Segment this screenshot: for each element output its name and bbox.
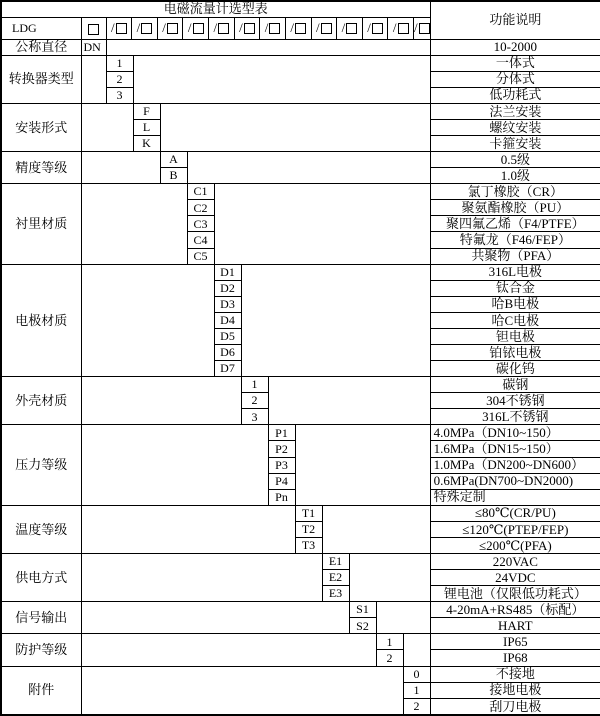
desc-cell: 氯丁橡胶（CR） bbox=[430, 184, 600, 200]
code-cell: A bbox=[160, 152, 187, 168]
desc-cell: 哈B电极 bbox=[430, 296, 600, 312]
desc-cell: 法兰安装 bbox=[430, 103, 600, 119]
checkbox-square-icon bbox=[193, 23, 204, 34]
code-cell: D2 bbox=[214, 280, 241, 296]
empty-cell bbox=[241, 264, 430, 377]
table-row bbox=[1, 184, 600, 200]
code-cell: D4 bbox=[214, 312, 241, 328]
empty-cell bbox=[81, 264, 214, 377]
empty-cell bbox=[187, 152, 430, 184]
table-row bbox=[1, 634, 600, 650]
desc-cell: 碳钢 bbox=[430, 377, 600, 393]
checkbox-square-icon bbox=[244, 23, 255, 34]
code-cell: 1 bbox=[241, 377, 268, 393]
code-cell: K bbox=[133, 135, 160, 151]
code-cell: 1 bbox=[106, 55, 133, 71]
model-slash-box: / bbox=[235, 18, 261, 39]
desc-cell: 0.6MPa(DN700~DN2000) bbox=[430, 473, 600, 489]
table-row bbox=[1, 39, 600, 55]
desc-cell: 24VDC bbox=[430, 570, 600, 586]
code-cell: B bbox=[160, 168, 187, 184]
checkbox-square-icon bbox=[167, 23, 178, 34]
empty-cell bbox=[295, 425, 430, 505]
table-row bbox=[1, 425, 600, 441]
checkbox-square-icon bbox=[372, 23, 383, 34]
model-slash-box: / bbox=[312, 18, 338, 39]
empty-cell bbox=[81, 152, 160, 184]
empty-cell bbox=[403, 634, 430, 666]
table-row bbox=[1, 602, 600, 618]
code-cell: S2 bbox=[349, 618, 376, 634]
model-slash-box: / bbox=[286, 18, 312, 39]
code-cell: DN bbox=[81, 39, 106, 55]
model-slash-box: / bbox=[132, 18, 158, 39]
desc-cell: 卡箍安装 bbox=[430, 135, 600, 151]
code-cell: Pn bbox=[268, 489, 295, 505]
model-slash-box: / bbox=[388, 18, 414, 39]
code-cell: E1 bbox=[322, 554, 349, 570]
table-row bbox=[1, 377, 600, 393]
checkbox-square-icon bbox=[419, 23, 430, 34]
checkbox-square-icon bbox=[295, 23, 306, 34]
desc-cell: 4.0MPa（DN10~150） bbox=[430, 425, 600, 441]
empty-cell bbox=[133, 55, 430, 103]
desc-cell: ≤200℃(PFA) bbox=[430, 537, 600, 553]
code-cell: C3 bbox=[187, 216, 214, 232]
checkbox-square-icon bbox=[88, 24, 99, 35]
model-slash-box: / bbox=[363, 18, 389, 39]
desc-cell: HART bbox=[430, 618, 600, 634]
table-row bbox=[1, 264, 600, 280]
desc-cell: 10-2000 bbox=[430, 39, 600, 55]
code-cell: P2 bbox=[268, 441, 295, 457]
empty-cell bbox=[268, 377, 430, 425]
category-label: 精度等级 bbox=[1, 152, 81, 184]
code-cell: D6 bbox=[214, 344, 241, 360]
desc-cell: IP65 bbox=[430, 634, 600, 650]
category-label: 附件 bbox=[1, 666, 81, 715]
code-cell: C5 bbox=[187, 248, 214, 264]
code-cell: C2 bbox=[187, 200, 214, 216]
table-row bbox=[1, 103, 600, 119]
model-slash-box: / bbox=[107, 18, 133, 39]
empty-cell bbox=[81, 377, 241, 425]
desc-cell: 4-20mA+RS485（标配） bbox=[430, 602, 600, 618]
desc-cell: 分体式 bbox=[430, 71, 600, 87]
code-cell: P1 bbox=[268, 425, 295, 441]
desc-cell: 锂电池（仅限低功耗式） bbox=[430, 586, 600, 602]
model-first-box bbox=[81, 17, 106, 39]
desc-cell: 螺纹安装 bbox=[430, 119, 600, 135]
checkbox-square-icon bbox=[218, 23, 229, 34]
checkbox-square-icon bbox=[346, 23, 357, 34]
code-cell: P4 bbox=[268, 473, 295, 489]
desc-cell: 铂铱电极 bbox=[430, 344, 600, 360]
desc-cell: ≤80℃(CR/PU) bbox=[430, 505, 600, 521]
checkbox-square-icon bbox=[398, 23, 409, 34]
empty-cell bbox=[81, 554, 322, 602]
model-slash-box: / bbox=[260, 18, 286, 39]
model-slash-boxes bbox=[107, 18, 430, 39]
checkbox-square-icon bbox=[141, 23, 152, 34]
function-column-header: 功能说明 bbox=[430, 1, 600, 39]
empty-cell bbox=[160, 103, 430, 151]
empty-cell bbox=[81, 634, 376, 666]
desc-cell: 钽电极 bbox=[430, 328, 600, 344]
empty-cell bbox=[81, 666, 403, 715]
code-cell: S1 bbox=[349, 602, 376, 618]
desc-cell: 聚氨酯橡胶（PU） bbox=[430, 200, 600, 216]
empty-cell bbox=[81, 505, 295, 553]
title-row bbox=[1, 1, 600, 17]
code-cell: T2 bbox=[295, 521, 322, 537]
code-cell: T1 bbox=[295, 505, 322, 521]
code-cell: C1 bbox=[187, 184, 214, 200]
table-row bbox=[1, 152, 600, 168]
empty-cell bbox=[349, 554, 430, 602]
desc-cell: 钛合金 bbox=[430, 280, 600, 296]
empty-cell bbox=[106, 39, 430, 55]
code-cell: C4 bbox=[187, 232, 214, 248]
empty-cell bbox=[81, 184, 187, 264]
desc-cell: 不接地 bbox=[430, 666, 600, 682]
code-cell: 1 bbox=[376, 634, 403, 650]
category-label: 压力等级 bbox=[1, 425, 81, 505]
table-row bbox=[1, 666, 600, 682]
desc-cell: ≤120℃(PTEP/FEP) bbox=[430, 521, 600, 537]
desc-cell: 220VAC bbox=[430, 554, 600, 570]
desc-cell: 聚四氟乙烯（F4/PTFE） bbox=[430, 216, 600, 232]
model-slash-box: / bbox=[209, 18, 235, 39]
code-cell: 2 bbox=[403, 698, 430, 715]
desc-cell: 特氟龙（F46/FEP） bbox=[430, 232, 600, 248]
desc-cell: 低功耗式 bbox=[430, 87, 600, 103]
model-prefix: LDG bbox=[1, 17, 81, 39]
category-label: 防护等级 bbox=[1, 634, 81, 666]
desc-cell: 刮刀电极 bbox=[430, 698, 600, 715]
desc-cell: 1.6MPa（DN15~150） bbox=[430, 441, 600, 457]
table-row bbox=[1, 55, 600, 71]
desc-cell: 一体式 bbox=[430, 55, 600, 71]
code-cell: D5 bbox=[214, 328, 241, 344]
desc-cell: 1.0级 bbox=[430, 168, 600, 184]
desc-cell: 碳化钨 bbox=[430, 361, 600, 377]
code-cell: P3 bbox=[268, 457, 295, 473]
category-label: 转换器类型 bbox=[1, 55, 81, 103]
checkbox-square-icon bbox=[269, 23, 280, 34]
empty-cell bbox=[214, 184, 430, 264]
page-title: 电磁流量计选型表 bbox=[1, 1, 430, 17]
category-label: 供电方式 bbox=[1, 554, 81, 602]
model-slash-box: / bbox=[414, 18, 430, 39]
code-cell: T3 bbox=[295, 537, 322, 553]
category-label: 温度等级 bbox=[1, 505, 81, 553]
code-cell: 0 bbox=[403, 666, 430, 682]
code-cell: 2 bbox=[241, 393, 268, 409]
category-label: 公称直径 bbox=[1, 39, 81, 55]
code-cell: 2 bbox=[106, 71, 133, 87]
desc-cell: 1.0MPa（DN200~DN600） bbox=[430, 457, 600, 473]
desc-cell: 接地电极 bbox=[430, 682, 600, 698]
category-label: 外壳材质 bbox=[1, 377, 81, 425]
category-label: 安装形式 bbox=[1, 103, 81, 151]
category-label: 信号输出 bbox=[1, 602, 81, 634]
desc-cell: 0.5级 bbox=[430, 152, 600, 168]
model-slash-box: / bbox=[183, 18, 209, 39]
model-slash-box: / bbox=[158, 18, 184, 39]
empty-cell bbox=[81, 425, 268, 505]
desc-cell: 316L电极 bbox=[430, 264, 600, 280]
code-cell: 1 bbox=[403, 682, 430, 698]
desc-cell: 316L不锈钢 bbox=[430, 409, 600, 425]
code-cell: D3 bbox=[214, 296, 241, 312]
desc-cell: 哈C电极 bbox=[430, 312, 600, 328]
empty-cell bbox=[376, 602, 430, 634]
code-cell: L bbox=[133, 119, 160, 135]
empty-cell bbox=[322, 505, 430, 553]
model-slash-boxes-cell bbox=[106, 17, 430, 39]
code-cell: 2 bbox=[376, 650, 403, 666]
code-cell: E2 bbox=[322, 570, 349, 586]
table-row bbox=[1, 505, 600, 521]
desc-cell: IP68 bbox=[430, 650, 600, 666]
checkbox-square-icon bbox=[116, 23, 127, 34]
category-label: 衬里材质 bbox=[1, 184, 81, 264]
code-cell: F bbox=[133, 103, 160, 119]
category-label: 电极材质 bbox=[1, 264, 81, 377]
checkbox-square-icon bbox=[321, 23, 332, 34]
desc-cell: 特殊定制 bbox=[430, 489, 600, 505]
code-cell: D7 bbox=[214, 361, 241, 377]
empty-cell bbox=[81, 602, 349, 634]
code-cell: 3 bbox=[106, 87, 133, 103]
code-cell: D1 bbox=[214, 264, 241, 280]
table-row bbox=[1, 554, 600, 570]
code-cell: E3 bbox=[322, 586, 349, 602]
empty-cell bbox=[81, 55, 106, 103]
model-slash-box: / bbox=[337, 18, 363, 39]
code-cell: 3 bbox=[241, 409, 268, 425]
desc-cell: 共聚物（PFA） bbox=[430, 248, 600, 264]
desc-cell: 304不锈钢 bbox=[430, 393, 600, 409]
empty-cell bbox=[81, 103, 133, 151]
